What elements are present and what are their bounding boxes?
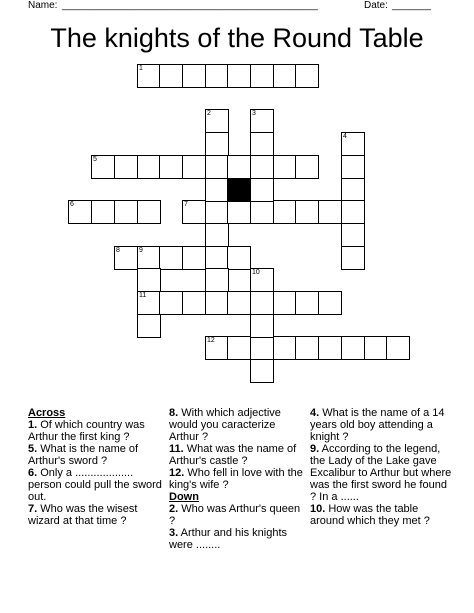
grid-cell[interactable] <box>341 155 365 179</box>
grid-cell[interactable] <box>182 246 206 270</box>
grid-cell[interactable] <box>205 336 229 360</box>
grid-cell[interactable] <box>205 291 229 315</box>
grid-cell[interactable] <box>159 64 183 88</box>
clue-across-8 <box>169 407 303 443</box>
grid-cell[interactable] <box>227 155 251 179</box>
grid-cell[interactable] <box>68 200 92 224</box>
clue-down-9 <box>310 443 452 503</box>
clues-column-2 <box>169 407 303 551</box>
clue-text: Arthur and his knights were ........ <box>169 527 288 551</box>
down-heading: Down <box>169 491 199 503</box>
clue-across-7 <box>28 503 166 527</box>
clue-down-3 <box>169 527 303 551</box>
grid-cell[interactable] <box>137 200 161 224</box>
clue-down-10 <box>310 503 452 527</box>
grid-cell[interactable] <box>250 155 274 179</box>
grid-cell[interactable] <box>295 200 319 224</box>
clue-number: 11. <box>169 443 184 455</box>
grid-cell-number: 10 <box>252 269 260 276</box>
grid-cell[interactable] <box>227 64 251 88</box>
grid-cell[interactable] <box>114 155 138 179</box>
grid-cell[interactable] <box>137 268 161 292</box>
clue-down-4 <box>310 407 452 443</box>
grid-cell-number: 4 <box>343 133 347 140</box>
grid-cell[interactable] <box>137 291 161 315</box>
name-label: Name: <box>28 0 58 11</box>
grid-cell[interactable] <box>182 291 206 315</box>
grid-cell[interactable] <box>295 64 319 88</box>
clues-column-1 <box>28 407 166 527</box>
grid-cell[interactable] <box>250 268 274 292</box>
clue-text: What was the name of Arthur's castle ? <box>169 443 297 467</box>
grid-cell-number: 2 <box>207 110 211 117</box>
grid-cell[interactable] <box>318 336 342 360</box>
grid-cell[interactable] <box>295 155 319 179</box>
grid-cell[interactable] <box>386 336 410 360</box>
clue-across-11 <box>169 443 303 467</box>
date-label: Date: <box>364 0 388 11</box>
grid-cell[interactable] <box>250 178 274 202</box>
grid-cell[interactable] <box>341 246 365 270</box>
grid-cell-number: 6 <box>70 201 74 208</box>
clue-text: Of which country was Arthur the first king ? <box>28 419 145 443</box>
clue-text: According to the legend, the Lady of the Lake gave Excalibur to Arthur but where was the first sword he found ? In a ...... <box>310 443 452 503</box>
clue-down-2 <box>169 503 303 527</box>
grid-cell[interactable] <box>182 200 206 224</box>
grid-cell[interactable] <box>91 155 115 179</box>
grid-cell[interactable] <box>137 314 161 338</box>
grid-cell[interactable] <box>341 200 365 224</box>
grid-cell[interactable] <box>295 291 319 315</box>
grid-cell[interactable] <box>250 64 274 88</box>
grid-cell[interactable] <box>364 336 388 360</box>
grid-cell-number: 7 <box>184 201 188 208</box>
grid-cell-number: 12 <box>207 337 215 344</box>
grid-cell[interactable] <box>205 200 229 224</box>
clue-number: 8. <box>169 407 179 419</box>
grid-cell[interactable] <box>250 132 274 156</box>
grid-cell[interactable] <box>205 132 229 156</box>
grid-cell[interactable] <box>295 336 319 360</box>
clue-text: Only a ................... person could pull the sword out. <box>28 467 162 503</box>
clue-across-5 <box>28 443 166 467</box>
puzzle-title: The knights of the Round Table <box>50 23 424 53</box>
grid-cell[interactable] <box>250 200 274 224</box>
date-field-line[interactable]: _______ <box>392 0 431 11</box>
clue-number: 5. <box>28 443 38 455</box>
grid-cell[interactable] <box>250 109 274 133</box>
clues-column-3 <box>310 407 452 527</box>
grid-cell[interactable] <box>159 246 183 270</box>
grid-cell[interactable] <box>341 178 365 202</box>
grid-cell[interactable] <box>273 291 297 315</box>
grid-cell[interactable] <box>273 200 297 224</box>
grid-cell[interactable] <box>341 132 365 156</box>
grid-cell[interactable] <box>205 246 229 270</box>
grid-cell[interactable] <box>273 155 297 179</box>
grid-cell[interactable] <box>114 200 138 224</box>
grid-cell[interactable] <box>114 246 138 270</box>
grid-cell[interactable] <box>341 336 365 360</box>
grid-cell[interactable] <box>205 268 229 292</box>
grid-cell[interactable] <box>227 336 251 360</box>
grid-cell[interactable] <box>182 64 206 88</box>
grid-cell-number: 3 <box>252 110 256 117</box>
grid-cell[interactable] <box>341 223 365 247</box>
grid-cell[interactable] <box>227 291 251 315</box>
grid-cell[interactable] <box>227 200 251 224</box>
grid-cell[interactable] <box>137 155 161 179</box>
name-field-line[interactable]: ______________________________________________ <box>62 0 318 11</box>
grid-cell-number: 8 <box>116 247 120 254</box>
grid-cell-number: 11 <box>139 292 147 299</box>
grid-cell[interactable] <box>137 246 161 270</box>
grid-cell[interactable] <box>205 155 229 179</box>
grid-cell[interactable] <box>250 359 274 383</box>
grid-cell[interactable] <box>205 223 229 247</box>
grid-cell[interactable] <box>273 336 297 360</box>
clue-text: What is the name of Arthur's sword ? <box>28 443 139 467</box>
grid-cell[interactable] <box>318 291 342 315</box>
grid-cell[interactable] <box>250 291 274 315</box>
grid-cell[interactable] <box>205 178 229 202</box>
clue-text: Who was Arthur's queen ? <box>169 503 301 527</box>
clue-across-1 <box>28 419 166 443</box>
grid-cell[interactable] <box>273 64 297 88</box>
clue-text: Who fell in love with the king's wife ? <box>169 467 303 491</box>
across-heading: Across <box>28 407 66 419</box>
clue-across-12 <box>169 467 303 491</box>
grid-cell[interactable] <box>182 155 206 179</box>
clue-text: Who was the wisest wizard at that time ? <box>28 503 138 527</box>
clue-number: 3. <box>169 527 179 539</box>
clue-text: How was the table around which they met ? <box>310 503 430 527</box>
clue-number: 1. <box>28 419 38 431</box>
clue-number: 9. <box>310 443 320 455</box>
clue-number: 2. <box>169 503 179 515</box>
grid-cell[interactable] <box>318 200 342 224</box>
grid-cell-number: 5 <box>93 156 97 163</box>
grid-cell[interactable] <box>250 336 274 360</box>
grid-cell-number: 9 <box>139 247 143 254</box>
clue-number: 12. <box>169 467 185 479</box>
grid-cell[interactable] <box>250 314 274 338</box>
clue-number: 6. <box>28 467 38 479</box>
clue-number: 4. <box>310 407 320 419</box>
clue-number: 7. <box>28 503 38 515</box>
grid-cell[interactable] <box>159 155 183 179</box>
clue-text: What is the name of a 14 years old boy attending a knight ? <box>310 407 445 443</box>
clue-across-6 <box>28 467 166 503</box>
grid-cell[interactable] <box>205 64 229 88</box>
clue-number: 10. <box>310 503 326 515</box>
grid-cell[interactable] <box>159 291 183 315</box>
grid-cell[interactable] <box>227 246 251 270</box>
grid-cell[interactable] <box>91 200 115 224</box>
grid-cell-number: 1 <box>139 65 143 72</box>
grid-black-square <box>227 178 251 202</box>
clue-text: With which adjective would you caracterize Arthur ? <box>169 407 281 443</box>
grid-cell[interactable] <box>205 109 229 133</box>
grid-cell[interactable] <box>137 64 161 88</box>
